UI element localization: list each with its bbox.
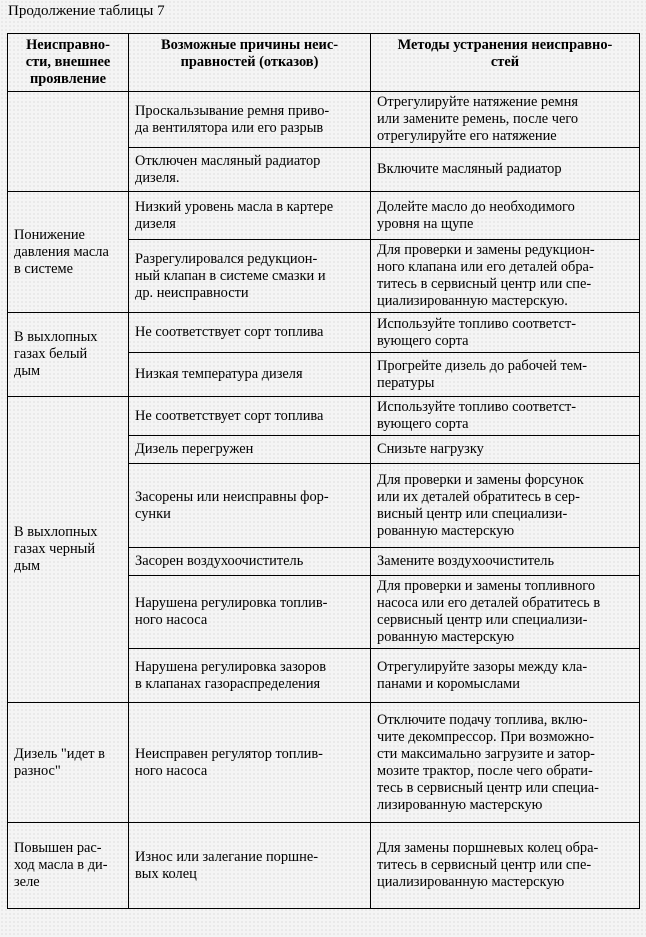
table-caption: Продолжение таблицы 7 bbox=[8, 3, 165, 19]
table-row bbox=[8, 703, 640, 823]
symptom-cell: Дизель "идет в разнос" bbox=[8, 703, 129, 823]
table-row bbox=[8, 92, 640, 148]
troubleshooting-table bbox=[7, 33, 640, 909]
table-row bbox=[8, 823, 640, 909]
symptom-cell bbox=[8, 92, 129, 192]
table-row bbox=[8, 192, 640, 240]
remedy-cell: Отрегулируйте натяжение ремня или замените ремень, после чего отрегулируйте его натяжение bbox=[371, 92, 640, 148]
cause-cell: Засорены или неисправны фор- сунки bbox=[129, 464, 371, 548]
cause-cell: Разрегулировался редукцион- ный клапан в системе смазки и др. неисправности bbox=[129, 240, 371, 313]
remedy-cell: Снизьте нагрузку bbox=[371, 436, 640, 464]
header-row bbox=[8, 34, 640, 92]
symptom-cell: Повышен рас- ход масла в ди- зеле bbox=[8, 823, 129, 909]
cause-cell: Не соответствует сорт топлива bbox=[129, 313, 371, 353]
cause-cell: Износ или залегание поршне- вых колец bbox=[129, 823, 371, 909]
remedy-cell: Используйте топливо соответст- вующего сорта bbox=[371, 397, 640, 436]
cause-cell: Отключен масляный радиатор дизеля. bbox=[129, 148, 371, 192]
table-row bbox=[8, 313, 640, 353]
remedy-cell: Включите масляный радиатор bbox=[371, 148, 640, 192]
header-remedy: Методы устранения неисправно- стей bbox=[371, 34, 640, 92]
cause-cell: Засорен воздухоочиститель bbox=[129, 548, 371, 576]
remedy-cell: Долейте масло до необходимого уровня на щупе bbox=[371, 192, 640, 240]
cause-cell: Не соответствует сорт топлива bbox=[129, 397, 371, 436]
cause-cell: Проскальзывание ремня приво- да вентилятора или его разрыв bbox=[129, 92, 371, 148]
table-row bbox=[8, 397, 640, 436]
remedy-cell: Используйте топливо соответст- вующего сорта bbox=[371, 313, 640, 353]
remedy-cell: Прогрейте дизель до рабочей тем- пературы bbox=[371, 353, 640, 397]
remedy-cell: Отрегулируйте зазоры между кла- панами и коромыслами bbox=[371, 649, 640, 703]
remedy-cell: Для замены поршневых колец обра- титесь в сервисный центр или спе- циализированную мастерскую bbox=[371, 823, 640, 909]
cause-cell: Нарушена регулировка зазоров в клапанах газораспределения bbox=[129, 649, 371, 703]
symptom-cell: В выхлопных газах белый дым bbox=[8, 313, 129, 397]
remedy-cell: Для проверки и замены топливного насоса или его деталей обратитесь в сервисный центр или специализи- рованную мастерскую bbox=[371, 576, 640, 649]
cause-cell: Низкая температура дизеля bbox=[129, 353, 371, 397]
header-cause: Возможные причины неис- правностей (отказов) bbox=[129, 34, 371, 92]
cause-cell: Неисправен регулятор топлив- ного насоса bbox=[129, 703, 371, 823]
remedy-cell: Отключите подачу топлива, вклю- чите декомпрессор. При возможно- сти максимально загрузите и затор- мозите трактор, после чего обрати- тесь в сервисный центр или специа- лизированную мастерскую bbox=[371, 703, 640, 823]
cause-cell: Дизель перегружен bbox=[129, 436, 371, 464]
cause-cell: Нарушена регулировка топлив- ного насоса bbox=[129, 576, 371, 649]
remedy-cell: Для проверки и замены редукцион- ного клапана или его деталей обра- титесь в сервисный центр или спе- циализированную мастерскую. bbox=[371, 240, 640, 313]
remedy-cell: Замените воздухоочиститель bbox=[371, 548, 640, 576]
symptom-cell: В выхлопных газах черный дым bbox=[8, 397, 129, 703]
header-symptom: Неисправно- сти, внешнее проявление bbox=[8, 34, 129, 92]
cause-cell: Низкий уровень масла в картере дизеля bbox=[129, 192, 371, 240]
symptom-cell: Понижение давления масла в системе bbox=[8, 192, 129, 313]
remedy-cell: Для проверки и замены форсунок или их деталей обратитесь в сер- висный центр или специализи- рованную мастерскую bbox=[371, 464, 640, 548]
